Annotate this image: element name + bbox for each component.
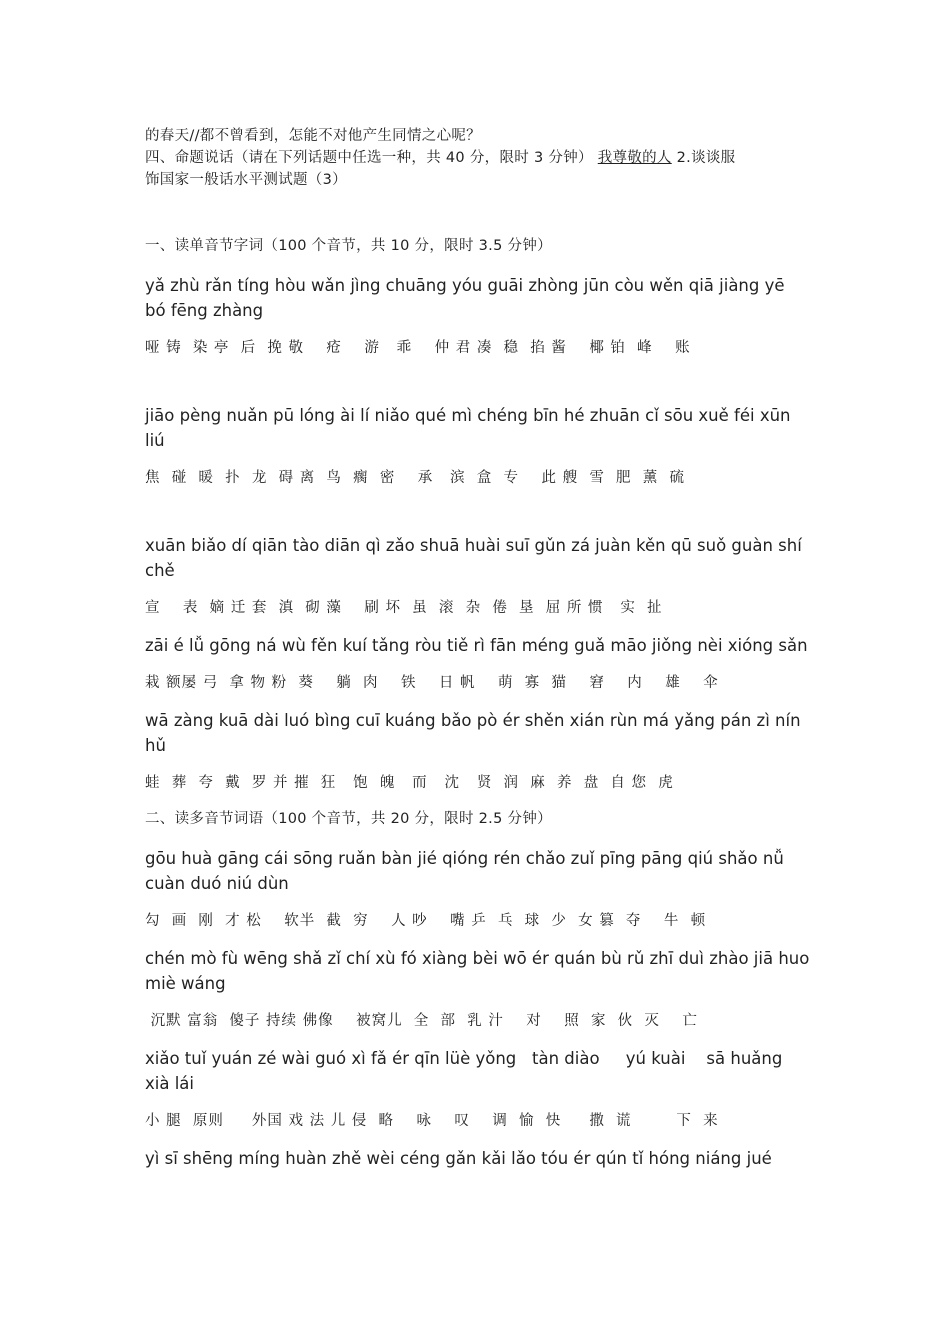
document-content (145, 125, 810, 1171)
spacer (145, 489, 810, 533)
spacer (145, 658, 810, 672)
spacer (145, 932, 810, 946)
intro-line-3: 饰国家一般话水平测试题（3） (145, 172, 347, 188)
section1-hanzi-2: 焦 碰 暖 扑 龙 碍 离 鸟 瘸 密 承 滨 盒 专 此 艘 雪 肥 薰 硫 (145, 470, 685, 486)
section1-pinyin-2: jiāo pèng nuǎn pū lóng ài lí niǎo qué mì chéng bīn hé zhuān cǐ sōu xuě féi xūn liú (145, 406, 791, 450)
spacer (145, 758, 810, 772)
spacer (145, 1096, 810, 1110)
spacer (145, 1032, 810, 1046)
intro-line-1: 的春天//都不曾看到，怎能不对他产生同情之心呢？ (145, 128, 481, 144)
section1-pinyin-3: xuān biǎo dí qiān tào diān qì zǎo shuā huài suī gǔn zá juàn kěn qū suǒ guàn shí chě (145, 536, 802, 580)
section2-pinyin-2: chén mò fù wēng shǎ zǐ chí xù fó xiàng bèi wō ér quán bù rǔ zhī duì zhào jiā huo miè wáng (145, 949, 810, 993)
spacer (145, 619, 810, 633)
spacer (145, 996, 810, 1010)
spacer (145, 323, 810, 337)
intro-line-2 (145, 147, 810, 169)
section1-pinyin-1: yǎ zhù rǎn tíng hòu wǎn jìng chuāng yóu guāi zhòng jūn còu wěn qiā jiàng yē bó fēng zhàng (145, 276, 785, 320)
topic-link-respected-person: 我尊敬的人 (597, 150, 672, 166)
spacer (145, 694, 810, 708)
spacer (145, 359, 810, 403)
spacer (145, 257, 810, 273)
spacer (145, 794, 810, 808)
spacer (145, 896, 810, 910)
section1-hanzi-4: 栽 额屡 弓 拿 物 粉 葵 躺 肉 铁 日 帆 萌 寡 猫 窘 内 雄 伞 (145, 675, 719, 691)
section2-pinyin-1: gōu huà gāng cái sōng ruǎn bàn jié qióng rén chǎo zuǐ pīng pāng qiú shǎo nǚ cuàn duó niú dùn (145, 849, 784, 893)
section2-hanzi-2: 沉默 富翁 傻子 持续 佛像 被窝儿 全 部 乳 汁 对 照 家 伙 灭 亡 (145, 1013, 698, 1029)
section1-pinyin-5: wā zàng kuā dài luó bìng cuī kuáng bǎo pò ér shěn xián rùn má yǎng pán zì nín hǔ (145, 711, 801, 755)
section1-hanzi-3: 宣 表 嫡 迁 套 滇 砌 藻 刷 坏 虽 滚 杂 倦 垦 屈 所 惯 实 扯 (145, 600, 663, 616)
section1-hanzi-5: 蛙 葬 夸 戴 罗 并 摧 狂 饱 魄 而 沈 贤 润 麻 养 盘 自 您 虎 (145, 775, 674, 791)
intro-line-2-suffix: 2.谈谈服 (671, 150, 736, 166)
section2-pinyin-3: xiǎo tuǐ yuán zé wài guó xì fǎ ér qīn lüè yǒng tàn diào yú kuài sā huǎng xià lái (145, 1049, 793, 1093)
section2-hanzi-1: 勾 画 刚 才 松 软半 截 穷 人 吵 嘴 乒 乓 球 少 女 篡 夺 牛 顿 (145, 913, 707, 929)
spacer (145, 453, 810, 467)
spacer (145, 1132, 810, 1146)
section1-hanzi-1: 哑 铸 染 亭 后 挽 敬 疮 游 乖 仲 君 凑 稳 掐 酱 椰 铂 峰 账 (145, 340, 691, 356)
section2-heading: 二、读多音节词语（100 个音节，共 20 分，限时 2.5 分钟） (145, 811, 552, 827)
section2-hanzi-3: 小 腿 原则 外国 戏 法 儿 侵 略 咏 叹 调 愉 快 撒 谎 下 来 (145, 1113, 719, 1129)
intro-line-2-prefix: 四、命题说话（请在下列话题中任选一种，共 40 分，限时 3 分钟） (145, 150, 598, 166)
section1-heading: 一、读单音节字词（100 个音节，共 10 分，限时 3.5 分钟） (145, 238, 552, 254)
spacer (145, 191, 810, 235)
spacer (145, 583, 810, 597)
spacer (145, 830, 810, 846)
section1-pinyin-4: zāi é lǚ gōng ná wù fěn kuí tǎng ròu tiě rì fān méng guǎ māo jiǒng nèi xióng sǎn (145, 636, 808, 655)
section2-pinyin-4: yì sī shēng míng huàn zhě wèi céng gǎn kǎi lǎo tóu ér qún tǐ hóng niáng jué (145, 1149, 772, 1168)
